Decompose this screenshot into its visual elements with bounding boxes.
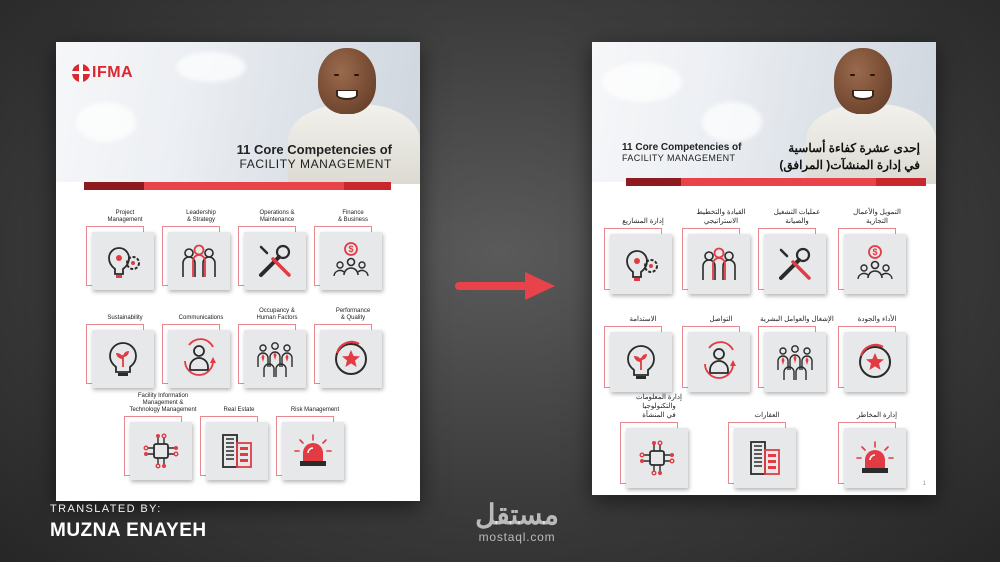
competency-label: Project Management [107, 210, 143, 223]
competency-tile [688, 298, 754, 392]
competency-tile [130, 392, 196, 480]
dollar-person-icon [329, 239, 373, 283]
competency-tile [168, 202, 234, 290]
page-number: 1 [922, 481, 926, 487]
competency-label: Leadership & Strategy [186, 210, 216, 223]
crowd-icon [773, 340, 817, 384]
arabic-title-line-1: إحدى عشرة كفاءة أساسية [788, 141, 920, 155]
circuit-chip-icon [635, 436, 679, 480]
competency-tile [168, 300, 234, 388]
competency-label: Facility Information Management & Technology Management [129, 393, 197, 413]
english-subtitle [622, 142, 741, 163]
watermark-arabic: مستقل [475, 499, 559, 530]
competency-tile [734, 394, 800, 488]
arrow-right-icon [455, 270, 555, 302]
competency-tile [610, 298, 676, 392]
globe-icon [72, 64, 90, 82]
competency-label: الأداء والجودة [857, 316, 897, 323]
watermark-url: mostaql.com [478, 530, 556, 544]
competency-tile [764, 200, 830, 294]
competency-label: التمويل والأعمال التجارية [853, 209, 901, 225]
competency-label: الإشغال والعوامل البشرية [760, 316, 834, 323]
dollar-person-icon [853, 242, 897, 286]
competency-tile [320, 202, 386, 290]
competency-label: إدارة المشاريع [622, 218, 664, 225]
competency-label: Occupancy & Human Factors [256, 308, 298, 321]
translated-by-label: TRANSLATED BY: [50, 503, 162, 515]
building-icon [743, 436, 787, 480]
competency-label: إدارة المخاطر [856, 412, 898, 419]
competency-tile [92, 202, 158, 290]
title-line-1: 11 Core Competencies of [236, 142, 392, 157]
team-people-icon [177, 239, 221, 283]
competency-label: Performance & Quality [335, 308, 371, 321]
title-line-2: FACILITY MANAGEMENT [622, 153, 736, 163]
mostaql-watermark [452, 500, 582, 544]
lightbulb-gear-icon [619, 242, 663, 286]
translator-name: MUZNA ENAYEH [50, 520, 207, 541]
competency-label: القيادة والتخطيط الاستراتيجي [696, 209, 746, 225]
arabic-title [779, 140, 920, 174]
arabic-brochure-page [592, 42, 936, 495]
competency-label: الاستدامة [629, 316, 657, 323]
competency-label: التواصل [709, 316, 733, 323]
ifma-logo [72, 64, 133, 82]
wrench-screwdriver-icon [773, 242, 817, 286]
competency-tile [844, 200, 910, 294]
competency-tile [610, 200, 676, 294]
crowd-icon [253, 337, 297, 381]
competency-tile [244, 300, 310, 388]
competency-tile [282, 392, 348, 480]
color-band [626, 178, 926, 186]
team-people-icon [697, 242, 741, 286]
competency-tile [844, 298, 910, 392]
competency-tile [844, 394, 910, 488]
logo-text: IFMA [92, 64, 134, 81]
competency-label: إدارة المعلومات والتكنولوجيا في المنشأة [636, 394, 682, 419]
competency-label: العقارات [754, 412, 780, 419]
star-badge-icon [853, 340, 897, 384]
competency-tile [760, 298, 834, 392]
circuit-chip-icon [139, 429, 183, 473]
person-cycle-icon [697, 340, 741, 384]
competency-tile [244, 202, 310, 290]
building-icon [215, 429, 259, 473]
plant-bulb-icon [101, 337, 145, 381]
svg-text:$: $ [872, 247, 878, 257]
title-line-2: FACILITY MANAGEMENT [239, 157, 392, 171]
plant-bulb-icon [619, 340, 663, 384]
alarm-light-icon [291, 429, 335, 473]
competency-label: عمليات التشغيل والصيانة [773, 209, 821, 225]
svg-text:$: $ [348, 244, 354, 254]
english-brochure-page [56, 42, 420, 501]
page-title [237, 142, 392, 171]
competency-label: Risk Management [290, 407, 340, 413]
arabic-title-line-2: في إدارة المنشآت( المرافق) [779, 158, 920, 172]
competency-tile [206, 392, 272, 480]
competency-tile [320, 300, 386, 388]
competency-label: Communications [178, 315, 224, 321]
wrench-screwdriver-icon [253, 239, 297, 283]
competency-label: Operations & Maintenance [259, 210, 295, 223]
star-badge-icon [329, 337, 373, 381]
color-band [84, 182, 391, 190]
competency-tile [626, 394, 692, 488]
competency-label: Real Estate [223, 407, 255, 413]
alarm-light-icon [853, 436, 897, 480]
competency-label: Sustainability [107, 315, 143, 321]
competency-tile [688, 200, 754, 294]
lightbulb-gear-icon [101, 239, 145, 283]
competency-label: Finance & Business [337, 210, 368, 223]
person-cycle-icon [177, 337, 221, 381]
title-line-1: 11 Core Competencies of [622, 142, 742, 153]
competency-tile [92, 300, 158, 388]
